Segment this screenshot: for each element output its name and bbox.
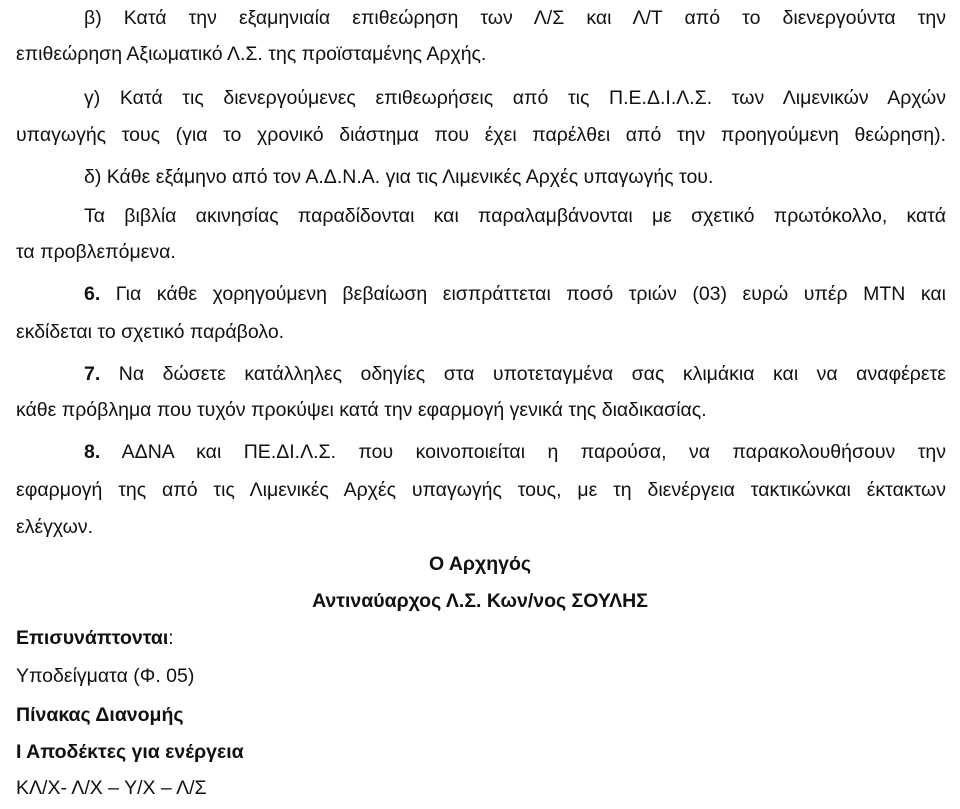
attachments-heading <box>16 626 946 650</box>
books-paragraph-line-2: τα προβλεπόμενα. <box>16 241 176 263</box>
recipients-title: Ι Αποδέκτες για ενέργεια <box>16 741 244 763</box>
paragraph-8-line-1 <box>84 440 946 464</box>
paragraph-d-line: δ) Κάθε εξάμηνο από τον Α.Δ.Ν.Α. για τις Λιμενικές Αρχές υπαγωγής του. <box>84 166 714 188</box>
books-paragraph-line-1: Τα βιβλία ακινησίας παραδίδονται και παραλαμβάνονται με σχετικό πρωτόκολλο, κατά <box>84 205 946 227</box>
paragraph-6-number: 6. <box>84 283 101 305</box>
recipients-list: ΚΛ/Χ- Λ/Χ – Υ/Χ – Λ/Σ <box>16 777 207 799</box>
paragraph-8-line-2: εφαρμογή της από τις Λιμενικές Αρχές υπαγωγής τους, με τη διενέργεια τακτικώνκαι έκτακτων <box>16 479 946 501</box>
paragraph-6-line-1 <box>84 282 946 306</box>
attachments-label: Επισυνάπτονται <box>16 627 169 649</box>
attachments-colon: : <box>168 627 174 649</box>
paragraph-7-text: Να δώσετε κατάλληλες οδηγίες στα υποτεταγμένα σας κλιμάκια και να αναφέρετε <box>118 363 946 385</box>
paragraph-7-number: 7. <box>84 363 101 385</box>
paragraph-c-line-1: γ) Κατά τις διενεργούμενες επιθεωρήσεις από τις Π.Ε.Δ.Ι.Λ.Σ. των Λιμενικών Αρχών <box>84 87 946 109</box>
paragraph-c-line-2: υπαγωγής τους (για το χρονικό διάστημα που έχει παρέλθει από την προηγούμενη θεώρηση). <box>16 124 946 146</box>
paragraph-6-text: Για κάθε χορηγούμενη βεβαίωση εισπράττεται ποσό τριών (03) ευρώ υπέρ ΜΤΝ και <box>115 283 946 305</box>
distribution-title: Πίνακας Διανομής <box>16 704 184 726</box>
paragraph-8-line-3: ελέγχων. <box>16 516 93 538</box>
signature-name: Αντιναύαρχος Λ.Σ. Κων/νος ΣΟΥΛΗΣ <box>312 590 648 612</box>
attachment-item: Υποδείγματα (Φ. 05) <box>16 665 195 687</box>
paragraph-7-line-1 <box>84 362 946 386</box>
paragraph-7-line-2: κάθε πρόβλημα που τυχόν προκύψει κατά την εφαρμογή γενικά της διαδικασίας. <box>16 399 707 421</box>
paragraph-6-line-2: εκδίδεται το σχετικό παράβολο. <box>16 321 285 343</box>
signature-title: Ο Αρχηγός <box>428 553 532 575</box>
paragraph-b-line-1: β) Κατά την εξαμηνιαία επιθεώρηση των Λ/Σ και Λ/Τ από το διενεργούντα την <box>84 7 946 29</box>
paragraph-b-line-2: επιθεώρηση Αξιωματικό Λ.Σ. της προϊσταμένης Αρχής. <box>16 43 487 65</box>
paragraph-8-text: ΑΔΝΑ και ΠΕ.ΔΙ.Λ.Σ. που κοινοποιείται η παρούσα, να παρακολουθήσουν την <box>121 441 946 463</box>
paragraph-8-number: 8. <box>84 441 101 463</box>
